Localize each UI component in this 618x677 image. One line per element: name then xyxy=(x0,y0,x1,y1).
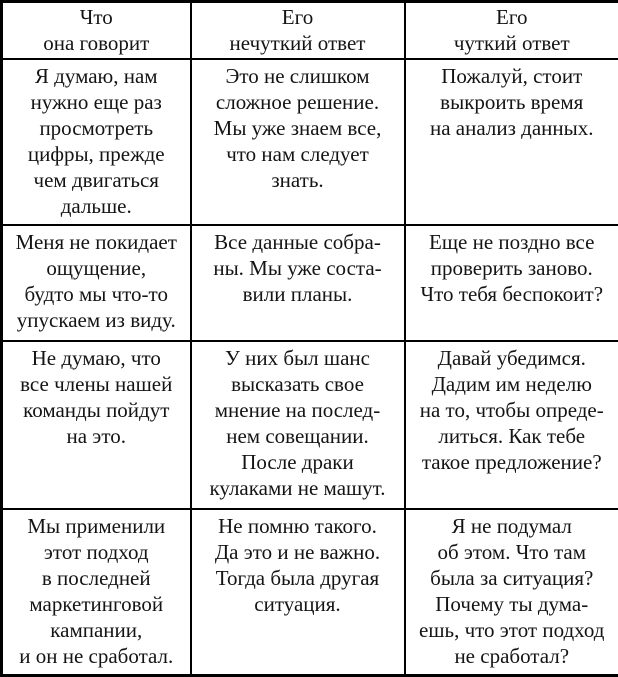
header-row xyxy=(2,2,618,60)
table-cell-she-says: Меня не покидает ощущение, будто мы что-то упускаем из виду. xyxy=(2,225,191,341)
column-header-sensitive-answer: Его чуткий ответ xyxy=(405,2,618,60)
table-cell-she-says: Не думаю, что все члены нашей команды пойдут на это. xyxy=(2,341,191,509)
column-header-what-she-says: Что она говорит xyxy=(2,2,191,60)
table-cell-insensitive: Не помню такого. Да это и не важно. Тогда была другая ситуация. xyxy=(191,509,405,675)
column-header-insensitive-answer: Его нечуткий ответ xyxy=(191,2,405,60)
table-cell-she-says: Я думаю, нам нужно еще раз просмотреть цифры, прежде чем двигаться дальше. xyxy=(2,59,191,225)
table-cell-sensitive: Я не подумал об этом. Что там была за ситуация? Почему ты дума- ешь, что этот подход не сработал? xyxy=(405,509,618,675)
table-row xyxy=(2,59,618,225)
table-cell-sensitive: Еще не поздно все проверить заново. Что тебя беспокоит? xyxy=(405,225,618,341)
table-row xyxy=(2,341,618,509)
table-cell-insensitive: У них был шанс высказать свое мнение на послед- нем совещании. После драки кулаками не машут. xyxy=(191,341,405,509)
table-cell-sensitive: Пожалуй, стоит выкроить время на анализ данных. xyxy=(405,59,618,225)
table-cell-she-says: Мы применили этот подход в последней маркетинговой кампании, и он не сработал. xyxy=(2,509,191,675)
table-row xyxy=(2,225,618,341)
table-row xyxy=(2,509,618,675)
table-cell-insensitive: Это не слишком сложное решение. Мы уже знаем все, что нам следует знать. xyxy=(191,59,405,225)
table-cell-sensitive: Давай убедимся. Дадим им неделю на то, чтобы опреде- литься. Как тебе такое предложение? xyxy=(405,341,618,509)
table-cell-insensitive: Все данные собра- ны. Мы уже соста- вили планы. xyxy=(191,225,405,341)
